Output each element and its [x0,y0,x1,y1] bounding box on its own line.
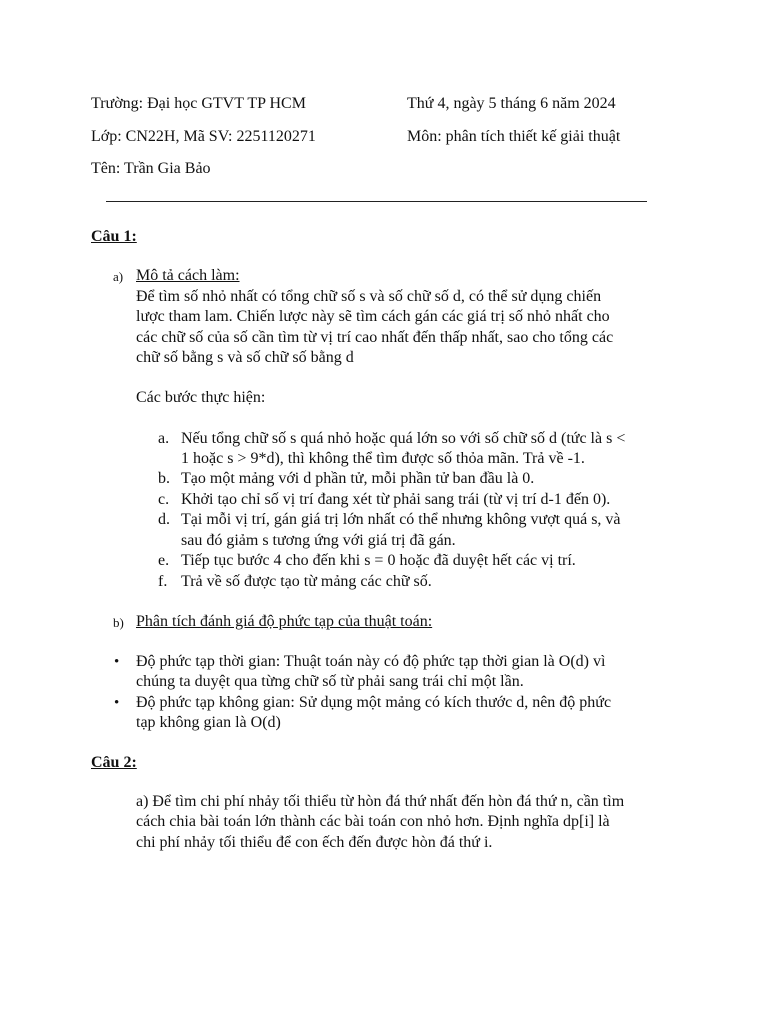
school-line: Trường: Đại học GTVT TP HCM [91,95,306,112]
step-text-line: Tại mỗi vị trí, gán giá trị lớn nhất có thể nhưng không vượt quá s, và [181,511,621,528]
subject-line: Môn: phân tích thiết kế giải thuật [407,128,621,145]
step-text-line: Nếu tổng chữ số s quá nhỏ hoặc quá lớn so với số chữ số d (tức là s < [181,430,626,447]
bullet-text-line: chúng ta duyệt qua từng chữ số từ phải sang trái chỉ một lần. [136,673,524,690]
q1-heading: Câu 1: [91,228,137,245]
q1-b-title: Phân tích đánh giá độ phức tạp của thuật toán: [136,613,433,630]
q1-a-paragraph-line: lược tham lam. Chiến lược này sẽ tìm cách gán các giá trị số nhỏ nhất cho [136,308,610,325]
bullet-symbol: • [114,695,120,711]
step-marker: e. [158,552,170,569]
q1-a-paragraph-line: chữ số bằng s và số chữ số bằng d [136,349,354,366]
q1-a-marker: a) [113,269,124,284]
step-text-line: Tiếp tục bước 4 cho đến khi s = 0 hoặc đã duyệt hết các vị trí. [181,552,576,569]
q2-paragraph-line: a) Để tìm chi phí nhảy tối thiểu từ hòn đá thứ nhất đến hòn đá thứ n, cần tìm [136,793,625,810]
bullet-text-line: tạp không gian là O(d) [136,714,281,731]
q2-paragraph-line: chi phí nhảy tối thiểu để con ếch đến được hòn đá thứ i. [136,834,493,851]
bullet-text-line: Độ phức tạp thời gian: Thuật toán này có độ phức tạp thời gian là O(d) vì [136,653,606,670]
step-marker: c. [158,491,170,508]
date-line: Thứ 4, ngày 5 tháng 6 năm 2024 [407,95,616,112]
name-line: Tên: Trần Gia Bảo [91,160,211,177]
steps-title: Các bước thực hiện: [136,389,266,406]
step-text-line: Tạo một mảng với d phần tử, mỗi phần tử ban đầu là 0. [181,470,535,487]
step-text-line: 1 hoặc s > 9*d), thì không thể tìm được số thỏa mãn. Trả về -1. [181,450,585,467]
step-text-line: Trả về số được tạo từ mảng các chữ số. [181,573,432,590]
q1-a-title: Mô tả cách làm: [136,267,240,284]
step-marker: f. [158,573,168,590]
step-text-line: sau đó giảm s tương ứng với giá trị đã gán. [181,532,456,549]
step-marker: d. [158,511,170,528]
step-text-line: Khởi tạo chỉ số vị trí đang xét từ phải sang trái (từ vị trí d-1 đến 0). [181,491,611,508]
header-divider [106,201,647,202]
bullet-text-line: Độ phức tạp không gian: Sử dụng một mảng có kích thước d, nên độ phức [136,694,612,711]
step-marker: a. [158,430,170,447]
q1-b-marker: b) [113,615,124,630]
bullet-symbol: • [114,654,120,670]
q1-a-paragraph-line: Để tìm số nhỏ nhất có tổng chữ số s và số chữ số d, có thể sử dụng chiến [136,288,602,305]
q1-a-paragraph-line: các chữ số của số cần tìm từ vị trí cao nhất đến thấp nhất, sao cho tổng các [136,329,614,346]
q2-paragraph-line: cách chia bài toán lớn thành các bài toán con nhỏ hơn. Định nghĩa dp[i] là [136,813,610,830]
step-marker: b. [158,470,170,487]
q2-heading: Câu 2: [91,754,137,771]
class-id-line: Lớp: CN22H, Mã SV: 2251120271 [91,128,316,145]
